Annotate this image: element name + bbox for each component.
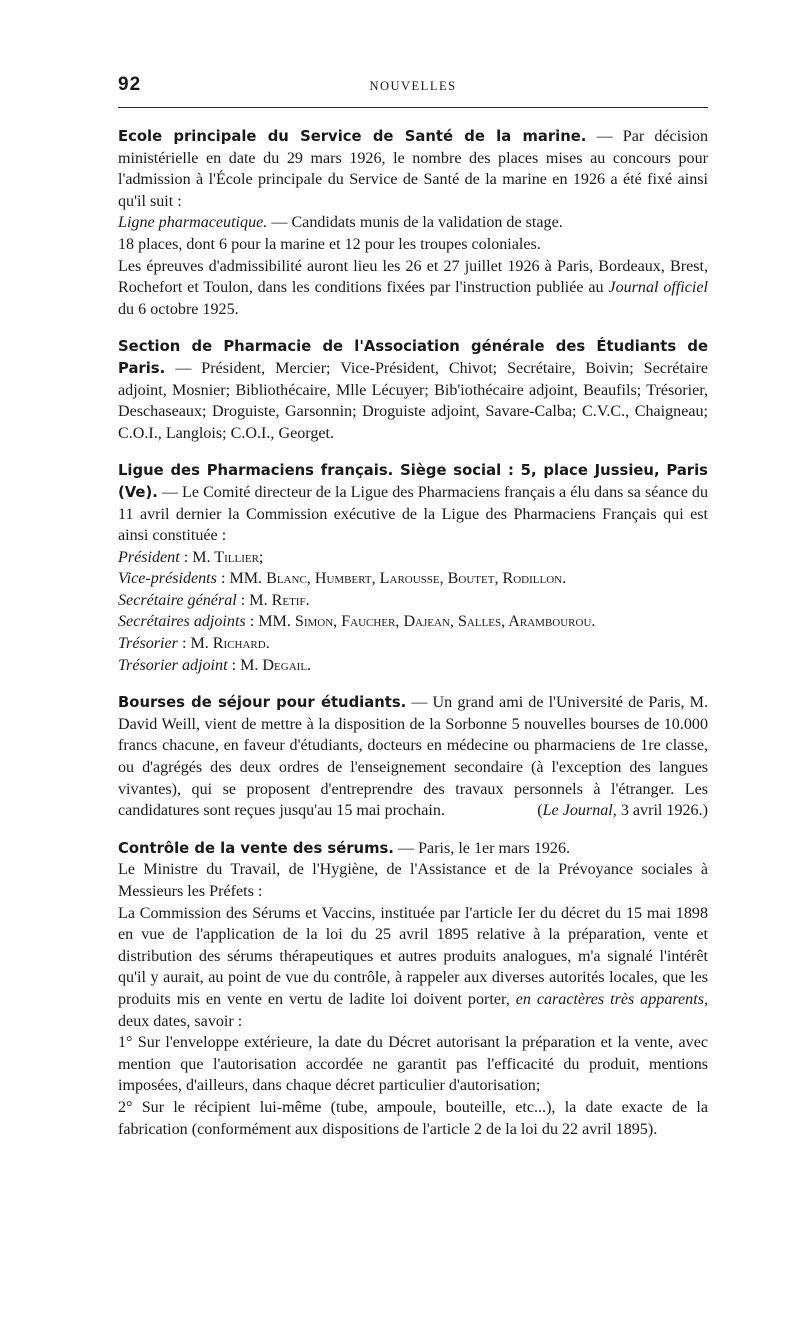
notice-ecole <box>118 126 708 320</box>
member-names: : M. Richard. <box>177 635 270 653</box>
page-number: 92 <box>118 74 142 95</box>
notice-title: Ligue des Pharmaciens français. Siège social : 5, place Jussieu, Paris (Ve). <box>118 462 708 501</box>
member-role: Trésorier <box>118 635 178 653</box>
member-role: Secrétaires adjoints <box>118 613 246 631</box>
notice-paragraph: 18 places, dont 6 pour la marine et 12 pour les troupes coloniales. <box>118 235 541 253</box>
notice-text: du 6 octobre 1925. <box>118 300 239 318</box>
notice-paragraph: Le Ministre du Travail, de l'Hygiène, de l'Assistance et de la Prévoyance sociales à Messieurs les Préfets : <box>118 861 708 900</box>
notice-text: — Président, Mercier; Vice-Président, Chivot; Secrétaire, Boivin; Secrétaire adjoint, Mosnier; Bibliothécaire, Mlle Lécuyer; Bib'iothécaire adjoint, Beaufils; Trésorier, Deschaseaux; Droguiste, Garsonnin; Droguiste adjoint, Savare-Calba; C.V.C., Chaigneau; C.O.I., Langlois; C.O.I., Georget. <box>118 359 708 442</box>
notice-title: Ecole principale du Service de Santé de la marine. <box>118 128 587 145</box>
notice-paragraph <box>118 838 708 860</box>
notice-paragraph: 2° Sur le récipient lui-même (tube, ampoule, bouteille, etc...), la date exacte de la fabrication (conformément aux dispositions de l'article 2 de la loi du 22 avril 1895). <box>118 1098 708 1138</box>
spacer <box>118 676 708 692</box>
committee-member <box>118 633 708 655</box>
committee-list <box>118 547 708 677</box>
committee-member <box>118 655 708 677</box>
header-rule <box>118 107 708 108</box>
source-citation: (Le Journal, 3 avril 1926.) <box>537 802 708 820</box>
member-names: : MM. Blanc, Humbert, Larousse, Boutet, Rodillon. <box>216 570 567 588</box>
member-role: Vice-présidents <box>118 570 217 588</box>
notice-title: Contrôle de la vente des sérums. <box>118 839 394 857</box>
notice-text: Les épreuves d'admissibilité auront lieu les 26 et 27 juillet 1926 à Paris, Bordeaux, Brest, Rochefort et Toulon, dans les conditions fixées par l'instruction publiée au <box>118 257 708 297</box>
journal-reference: Journal officiel <box>608 279 709 297</box>
member-role: Trésorier adjoint <box>118 656 228 674</box>
notice-paragraph <box>118 692 708 822</box>
source-journal: Le Journal, <box>542 802 617 820</box>
source-date: 3 avril 1926.) <box>616 802 708 820</box>
notice-section-pharmacie <box>118 336 708 444</box>
member-role: Secrétaire général <box>118 591 237 609</box>
notice-text: — Le Comité directeur de la Ligue des Pharmaciens français a élu dans sa séance du 11 avril dernier la Commission exécutive de la Ligue des Pharmaciens Français qui est ainsi constituée : <box>118 483 708 545</box>
notice-paragraph <box>118 256 708 321</box>
member-names: : MM. Simon, Faucher, Dajean, Salles, Arambourou. <box>245 613 596 631</box>
line-text: — Candidats munis de la validation de stage. <box>267 214 563 232</box>
emphasis-text: en caractères très apparents, <box>515 990 708 1008</box>
spacer <box>118 822 708 838</box>
page-body <box>118 126 708 1140</box>
committee-member <box>118 568 708 590</box>
notice-paragraph <box>118 460 708 546</box>
notice-text: — Un grand ami de l'Université de Paris, M. David Weill, vient de mettre à la disposition de la Sorbonne 5 nouvelles bourses de 10.000 francs chacune, en faveur d'étudiants, docteurs en médecine ou pharmaciens de 1re classe, ou d'agrégés des deux ordres de l'enseignement secondaire (à l'exception des langues vivantes), qui se proposent d'entreprendre des travaux personnels à l'étranger. Les candidatures sont reçues jusqu'au 15 mai prochain. <box>118 694 708 820</box>
notice-title: Section de Pharmacie de l'Association générale des Étudiants de Paris. <box>118 338 708 377</box>
notice-paragraph <box>118 212 708 234</box>
member-names: : M. Retif. <box>236 591 310 609</box>
spacer <box>118 320 708 336</box>
committee-member <box>118 611 708 633</box>
running-title: NOUVELLES <box>369 79 457 93</box>
notice-bourses <box>118 692 708 822</box>
member-names: : M. Tillier; <box>179 548 264 566</box>
notice-title: Bourses de séjour pour étudiants. <box>118 694 407 712</box>
committee-member <box>118 590 708 612</box>
notice-text: deux dates, savoir : <box>118 1012 243 1030</box>
notice-text: La Commission des Sérums et Vaccins, instituée par l'article Ier du décret du 15 mai 1898 en vue de l'application de la loi du 25 avril 1895 relative à la préparation, vente et distribution des sérums thérapeutiques et autres produits analogues, m'a signalé l'intérêt qu'il y aurait, au point de vue du contrôle, à rappeler aux diverses autorités locales, que les produits mis en vente en vertu de ladite loi doivent porter, <box>118 904 708 1008</box>
committee-member <box>118 547 708 569</box>
line-label: Ligne pharmaceutique. <box>118 214 268 232</box>
notice-paragraph: 1° Sur l'enveloppe extérieure, la date du Décret autorisant la préparation et la vente, avec mention que l'autorisation accordée ne garantit pas l'efficacité du produit, mentions imposées, d'ailleurs, dans chaque décret particulier d'autorisation; <box>118 1034 708 1095</box>
page-header <box>118 74 708 100</box>
member-names: : M. Degail. <box>227 656 312 674</box>
member-role: Président <box>118 548 180 566</box>
notice-paragraph <box>118 903 708 1033</box>
notice-ligue <box>118 460 708 676</box>
notice-text: — Par décision ministérielle en date du 29 mars 1926, le nombre des places mises au concours pour l'admission à l'École principale du Service de Santé de la marine en 1926 a été fixé ainsi qu'il suit : <box>118 128 709 210</box>
dateline: — Paris, le 1er mars 1926. <box>393 839 571 857</box>
notice-controle <box>118 838 708 1140</box>
notice-paragraph <box>118 336 708 444</box>
notice-paragraph <box>118 126 708 212</box>
spacer <box>118 444 708 460</box>
